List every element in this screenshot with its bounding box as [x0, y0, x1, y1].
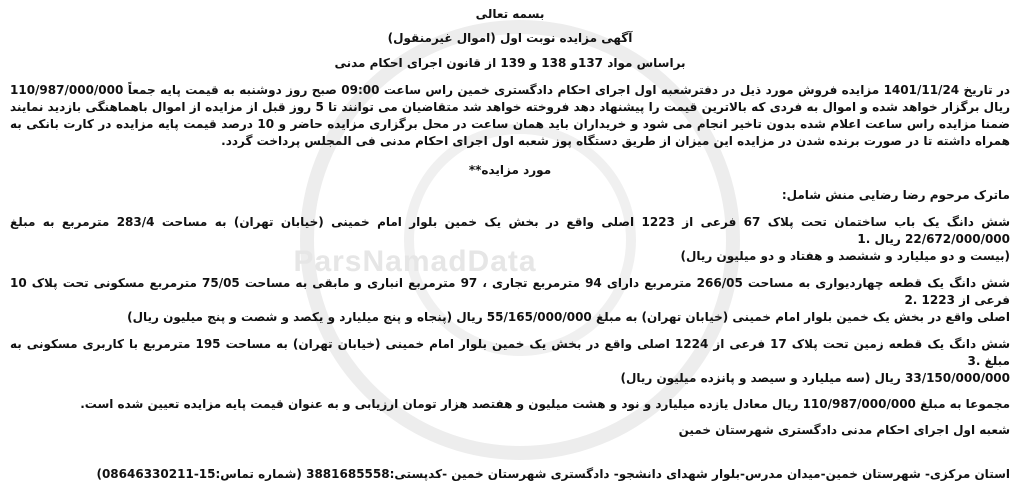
list-item-line: (بیست و دو میلیارد و ششصد و هفتاد و دو میلیون ریال)	[680, 249, 1010, 263]
list-item-line: اصلی واقع در بخش یک خمین بلوار امام خمینی (خیابان تهران) به مبلغ 55/165/000/000 ریال (پنجاه و پنج میلیارد و یکصد و شصت و پنج میلیون ریال)	[127, 310, 1010, 324]
notice-title: آگهی مزایده نوبت اول (اموال غیرمنقول)	[387, 31, 633, 45]
list-item-line: شش دانگ یک باب ساختمان تحت پلاک 67 فرعی از 1223 اصلی واقع در بخش یک خمین بلوار امام خمینی (خیابان تهران) به مساحت 283/4 مترمربع به مبلغ 22/672/000/000 ریال .1	[10, 215, 1010, 246]
list-item	[10, 336, 1010, 387]
list-item-line: 33/150/000/000 ریال (سه میلیارد و سیصد و پانزده میلیون ریال)	[620, 371, 1010, 385]
legal-basis: براساس مواد 137و 138 و 139 از قانون اجرای احکام مدنی	[334, 56, 686, 70]
list-item	[10, 214, 1010, 265]
list-item-line: شش دانگ یک قطعه چهاردیواری به مساحت 266/05 مترمربع دارای 94 مترمربع تجاری ، 97 مترمربع انباری و مابقی به مساحت 75/05 مترمربع مسکونی تحت پلاک 10 فرعی از 1223 .2	[10, 276, 1010, 307]
watermark-text: ParsNamadData	[293, 245, 537, 278]
bismillah-heading: بسمه تعالی	[475, 7, 545, 21]
list-item-line: شش دانگ یک قطعه زمین تحت پلاک 17 فرعی از 1224 اصلی واقع در بخش یک خمین بلوار امام خمینی (خیابان تهران) به مساحت 195 مترمربع با کاربری مسکونی به مبلغ .3	[10, 337, 1010, 368]
owner-line: ماترک مرحوم رضا رضایی منش شامل:	[781, 188, 1010, 202]
subject-heading: مورد مزایده**	[468, 163, 552, 177]
total-amount: مجموعا به مبلغ 110/987/000/000 ریال معادل یازده میلیارد و نود و هشت میلیون و هفتصد هزار تومان ارزیابی و به عنوان قیمت پایه مزایده تعیین شده است.	[80, 397, 1010, 411]
contact-address: استان مرکزی- شهرستان خمین-میدان مدرس-بلوار شهدای دانشجو- دادگستری شهرستان خمین -کدپستی:3881685558 (شماره تماس:15-08646330211)	[96, 467, 1010, 481]
list-item	[10, 275, 1010, 326]
auction-details-paragraph: در تاریخ 1401/11/24 مزایده فروش مورد ذیل در دفترشعبه اول اجرای احکام دادگستری خمین راس ساعت 09:00 صبح روز دوشنبه به قیمت پایه جمعاً 110/987/000/000 ریال برگزار خواهد شده و اموال به فردی که بالاترین قیمت را پیشنهاد دهد فروخته خواهد شد متقاضیان می توانند تا 5 روز قبل از مزایده از اموال باهماهنگی بازدید نمایند ضمنا مزایده راس ساعت اعلام شده بدون تاخیر انجام می شود و خریداران باید همان ساعت در محل برگزاری مزایده حاضر و 10 درصد قیمت پایه مزایده در کارت بانکی به همراه داشته تا در صورت برنده شدن در مزایده این میزان از طریق دستگاه پوز شعبه اول اجرای احکام مدنی فی المجلس پرداخت گردد.	[10, 83, 1011, 148]
issuing-branch: شعبه اول اجرای احکام مدنی دادگستری شهرستان خمین	[678, 423, 1010, 437]
